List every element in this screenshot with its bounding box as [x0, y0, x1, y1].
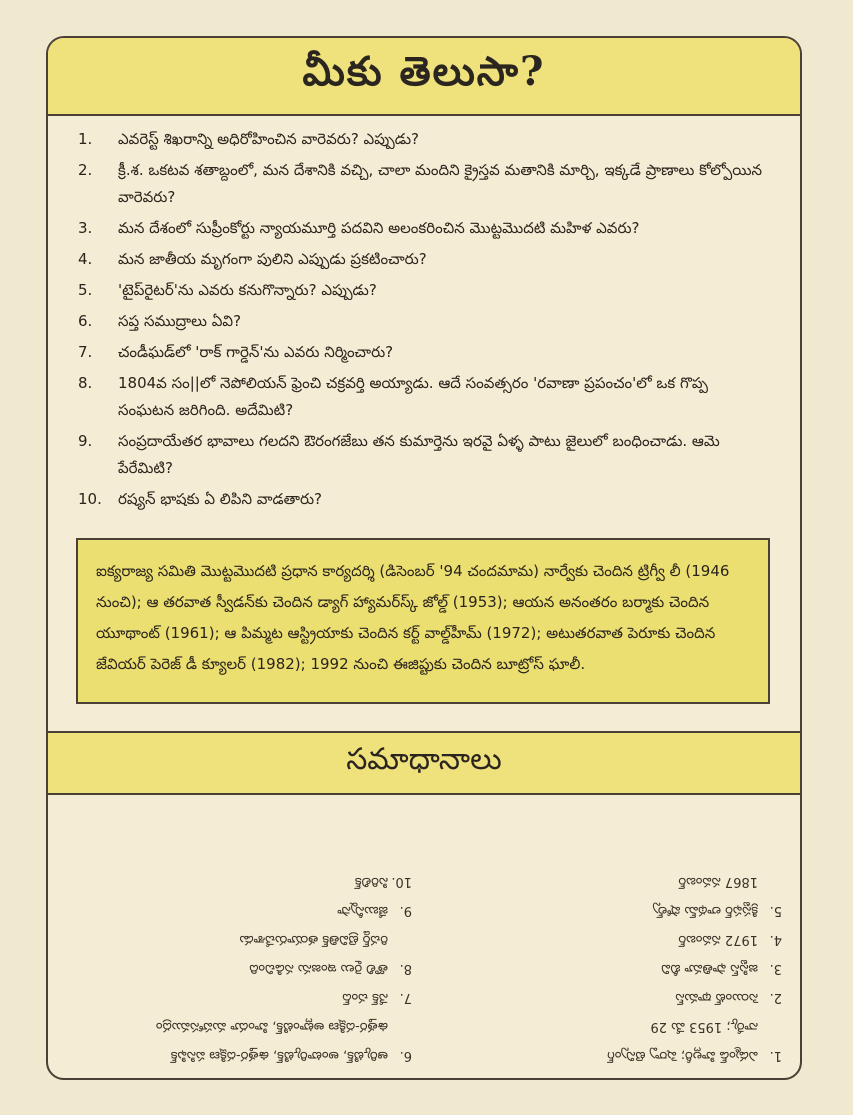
answer-number: 8.: [399, 961, 412, 976]
question-text: మన జాతీయ మృగంగా పులిని ఎప్పుడు ప్రకటించారు?: [118, 250, 427, 268]
answer-number: [758, 1012, 782, 1041]
answer-item: [436, 1041, 782, 1070]
question-text: చండీఘడ్‌లో 'రాక్ గార్డెన్'ను ఎవరు నిర్మించారు?: [118, 343, 394, 361]
answers-column-left: [436, 808, 782, 1070]
answer-number: 4.: [769, 932, 782, 947]
question-number: 10.: [78, 490, 102, 508]
question-number: 5.: [78, 281, 93, 299]
question-text: ఎవరెస్ట్ శిఖరాన్ని అధిరోహించిన వారెవరు? ఎప్పుడు?: [118, 130, 420, 148]
question-text: క్రీ.శ. ఒకటవ శతాబ్దంలో, మన దేశానికి వచ్చి, చాలా మందిని క్రైస్తవ మతానికి మార్చి, ఇక్కడే ప్రాణాలు కోల్పోయిన వారెవరు?: [118, 161, 763, 206]
answer-text: తొలి రైలు ఇంజను నడిచింది: [249, 961, 388, 976]
answer-number: 6.: [399, 1048, 412, 1063]
question-item: [78, 246, 768, 273]
answer-number: [388, 1012, 412, 1041]
answer-item: [436, 896, 782, 925]
question-item: [78, 370, 768, 424]
answer-text: సెయింట్ థామస్: [675, 990, 758, 1005]
question-item: [78, 308, 768, 335]
info-box: ఐక్యరాజ్య సమితి మొట్టమొదటి ప్రధాన కార్యదర్శి (డిసెంబర్ '94 చందమామ) నార్వేకు చెందిన ట్రిగ్వీ లీ (1946 నుంచి); ఆ తరవాత స్వీడన్‌కు చెందిన డ్యాగ్ హ్యామర్‌స్క్ జోల్డ్ (1953); ఆయన అనంతరం బర్మాకు చెందిన యూథాంట్ (1961); ఆ పిమ్మట ఆస్ట్రియాకు చెందిన కర్ట్ వాల్డ్‌హీమ్ (1972); అటుతరవాత పెరూకు చెందిన జేవియర్ పెరెజ్ డీ క్యూలర్ (1982); 1992 నుంచి ఈజిప్టుకు చెందిన బూట్రోస్ ఘాలీ.: [76, 538, 770, 704]
answer-text: జస్టిస్ ఫాతిమా బీవి: [661, 961, 758, 976]
answers-title: సమాధానాలు: [346, 742, 502, 777]
question-item: [78, 126, 768, 153]
answer-item: [66, 954, 412, 983]
answer-item: [436, 954, 782, 983]
answer-text: 1972 నవంబర్: [678, 932, 758, 947]
answers-band: [48, 731, 800, 795]
question-text: 'టైప్‌రైటర్'ను ఎవరు కనుగొన్నారు? ఎప్పుడు?: [118, 281, 377, 299]
answer-item: [436, 1012, 782, 1041]
answer-item: [66, 896, 412, 925]
question-text: రష్యన్ భాషకు ఏ లిపిని వాడతారు?: [118, 490, 323, 508]
question-number: 3.: [78, 219, 93, 237]
question-item: [78, 428, 768, 482]
answer-text: క్రిస్టఫర్ లాథమ్ షోల్స్: [652, 903, 758, 918]
answer-text: ఎడ్మండ్ హిల్లరీ; షెర్పా టెన్సింగ్: [607, 1048, 758, 1063]
answer-number: 3.: [769, 961, 782, 976]
question-item: [78, 215, 768, 242]
answer-item: [436, 983, 782, 1012]
question-number: 4.: [78, 250, 93, 268]
answer-number: [388, 925, 412, 954]
answer-text: ఉత్తర-దక్షిణ అట్లాంటిక్, హిందూ మహాసముద్రం: [155, 1019, 388, 1034]
answer-item: [66, 1012, 412, 1041]
answer-text: రిచర్డ్ ట్రెవితిక్ తయారుచేశాడు: [239, 932, 388, 947]
question-number: 2.: [78, 161, 93, 179]
quiz-frame: [46, 36, 802, 1080]
answer-text: నార్కే; 1953 మే 29: [650, 1019, 758, 1034]
answer-number: 9.: [399, 903, 412, 918]
answers-upside-down: [66, 808, 782, 1070]
answer-number: 1.: [769, 1048, 782, 1063]
answer-text: నేక్ చంద్: [342, 990, 388, 1005]
question-list: [78, 126, 768, 517]
question-number: 9.: [78, 432, 93, 450]
answer-item: [66, 983, 412, 1012]
answer-number: 10.: [391, 874, 412, 889]
question-text: 1804వ సం||లో నెపోలియన్ ఫ్రెంచి చక్రవర్తి అయ్యాడు. ఆదే సంవత్సరం 'రవాణా ప్రపంచం'లో ఒక గొప్ప సంఘటన జరిగింది. అదేమిటి?: [118, 374, 709, 419]
answers-column-right: [66, 808, 412, 1070]
question-text: సప్త సముద్రాలు ఏవి?: [118, 312, 242, 330]
answer-text: ఆర్కిటిక్, అంటార్కిటిక్, ఉత్తర-దక్షిణ పసిఫిక్: [170, 1048, 388, 1063]
question-text: మన దేశంలో సుప్రీంకోర్టు న్యాయమూర్తి పదవిని అలంకరించిన మొట్టమొదటి మహిళ ఎవరు?: [118, 219, 640, 237]
answer-item: [436, 925, 782, 954]
question-text: సంప్రదాయేతర భావాలు గలదని ఔరంగజేబు తన కుమార్తెను ఇరవై ఏళ్ళ పాటు జైలులో బంధించాడు. ఆమె పేరేమిటి?: [118, 432, 720, 477]
question-number: 7.: [78, 343, 93, 361]
question-item: [78, 277, 768, 304]
answer-number: 7.: [399, 990, 412, 1005]
answer-number: 5.: [769, 903, 782, 918]
answer-item: [66, 1041, 412, 1070]
page-title: మీకు తెలుసా?: [302, 47, 546, 95]
question-number: 8.: [78, 374, 93, 392]
answer-item: [66, 925, 412, 954]
answer-number: [758, 867, 782, 896]
answer-item: [436, 867, 782, 896]
answer-text: సిరిలిక్: [354, 874, 388, 889]
title-band: [48, 38, 800, 116]
answer-text: 1867 నవంబర్: [678, 874, 758, 889]
question-item: [78, 339, 768, 366]
answer-number: 2.: [769, 990, 782, 1005]
question-item: [78, 486, 768, 513]
question-item: [78, 157, 768, 211]
answer-text: జేబున్నీసా: [337, 903, 388, 918]
answer-item: [66, 867, 412, 896]
question-number: 1.: [78, 130, 93, 148]
question-number: 6.: [78, 312, 93, 330]
